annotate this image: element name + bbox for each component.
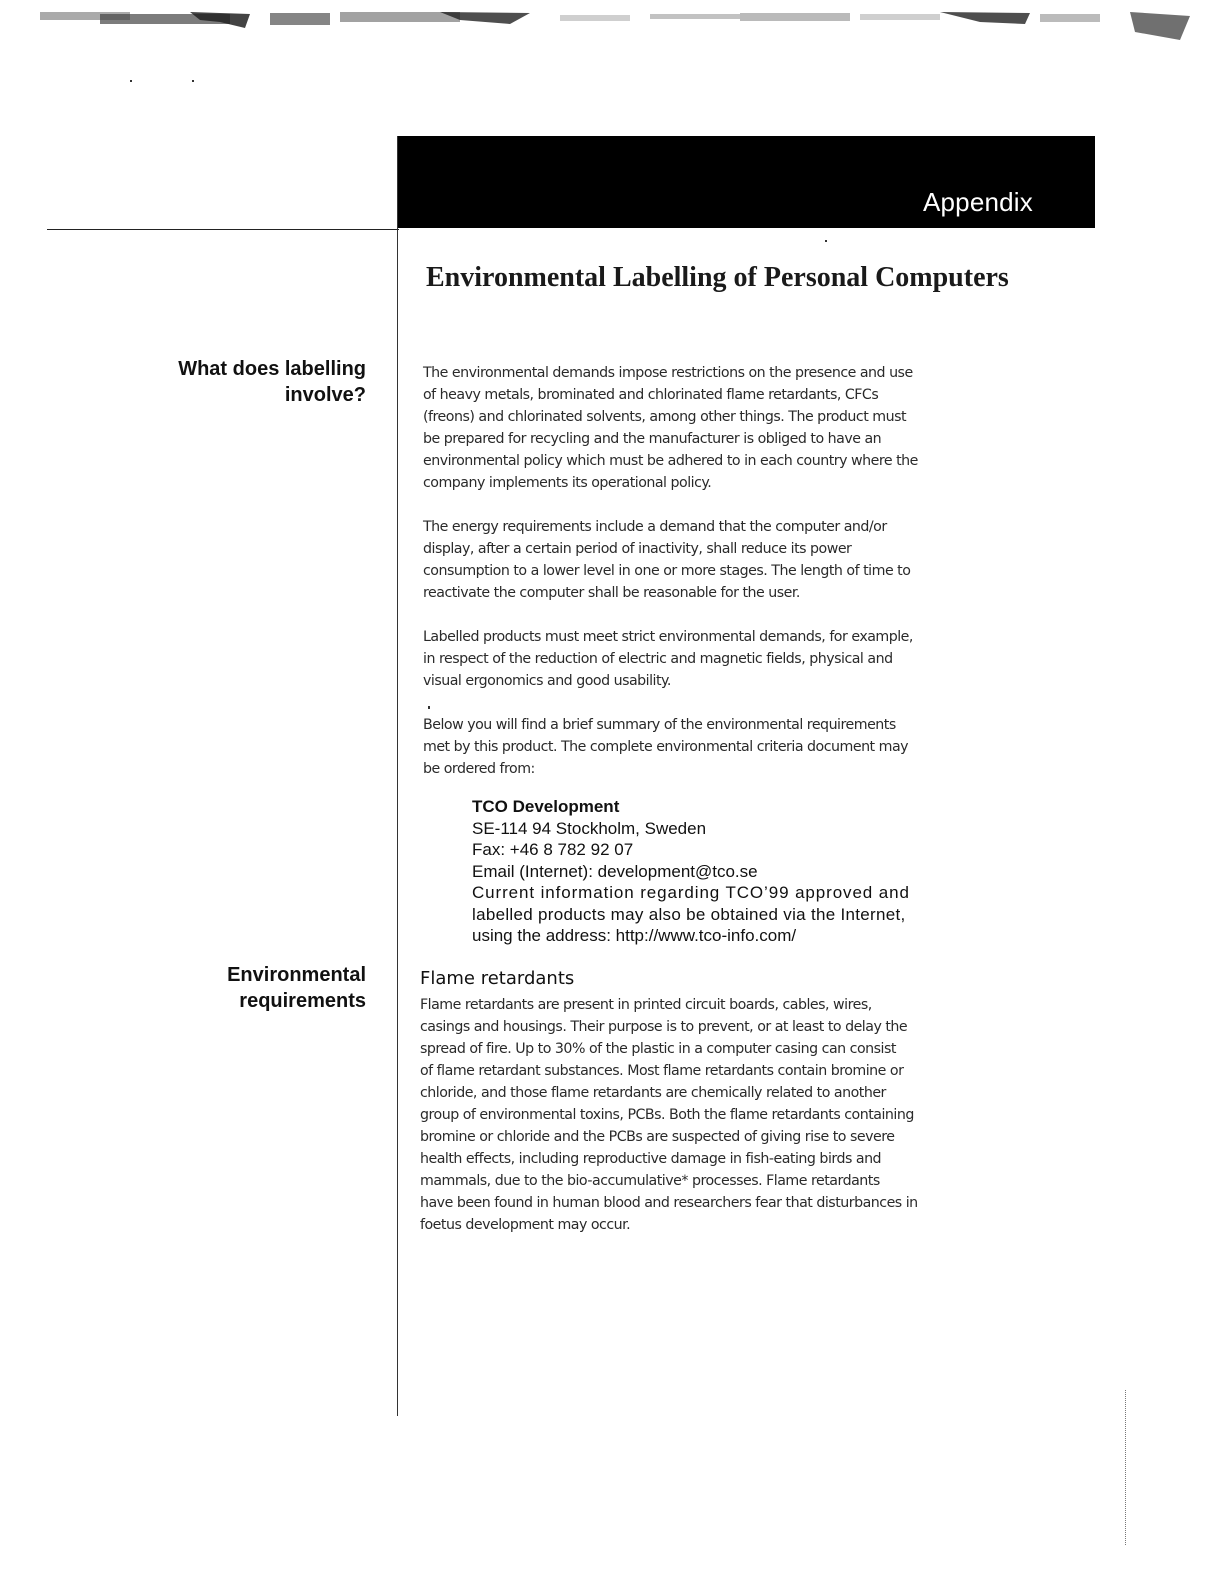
info-line: labelled products may also be obtained via the Internet, (472, 904, 906, 924)
flame-retardants-heading: Flame retardants (420, 968, 575, 989)
paragraph-flame-retardants: Flame retardants are present in printed circuit boards, cables, wires, casings and housings. Their purpose is to prevent, or at least to delay the spread of fire. Up to 30% of the plastic in a computer casing can consist of flame retardant substances. Most flame retardants contain bromine or chloride, and those flame retardants are chemically related to another group of environmental toxins, PCBs. Both the flame retardants containing bromine or chloride and the PCBs are suspected of giving rise to severe health effects, including reproductive damage in fish-eating birds and mammals, due to the bio-accumulative* processes. Flame retardants have been found in human blood and researchers fear that disturbances in foetus development may occur. (420, 997, 918, 1233)
scan-speck (192, 80, 194, 82)
page-title: Environmental Labelling of Personal Computers (426, 262, 1009, 293)
vertical-rule (397, 136, 398, 1416)
scan-noise-strip (40, 10, 1190, 40)
paragraph-restrictions: The environmental demands impose restrictions on the presence and use of heavy metals, brominated and chlorinated flame retardants, CFCs (freons) and chlorinated solvents, among other things. The product must be prepared for recycling and the manufacturer is obliged to have an environmental policy which must be adhered to in each country where the company implements its operational policy. (423, 365, 918, 491)
fax-line: Fax: +46 8 782 92 07 (472, 840, 634, 859)
address-block (472, 796, 910, 947)
section-header-band (398, 136, 1095, 228)
email-line: Email (Internet): development@tco.se (472, 861, 758, 881)
horizontal-rule (47, 229, 399, 230)
url-line: using the address: http://www.tco-info.com/ (472, 926, 797, 945)
scan-edge-mark (1125, 1390, 1127, 1545)
address-line: SE-114 94 Stockholm, Sweden (472, 818, 707, 838)
section-label: Appendix (922, 187, 1033, 217)
info-line: Current information regarding TCO’99 approved and (472, 883, 910, 902)
scan-speck (825, 240, 827, 242)
side-heading-requirements: Environmental requirements (227, 964, 366, 1012)
scan-speck (130, 80, 132, 82)
paragraph-summary: Below you will find a brief summary of the environmental requirements met by this product. The complete environmental criteria document may be ordered from: (423, 717, 909, 777)
scan-speck (428, 706, 430, 709)
side-heading-labelling: What does labelling involve? (178, 358, 366, 406)
paragraph-labelled-products: Labelled products must meet strict environmental demands, for example, in respect of the reduction of electric and magnetic fields, physical and visual ergonomics and good usability. (423, 629, 913, 689)
organization-name: TCO Development (472, 797, 620, 816)
paragraph-energy: The energy requirements include a demand that the computer and/or display, after a certain period of inactivity, shall reduce its power consumption to a lower level in one or more stages. The length of time to reactivate the computer shall be reasonable for the user. (423, 519, 911, 601)
